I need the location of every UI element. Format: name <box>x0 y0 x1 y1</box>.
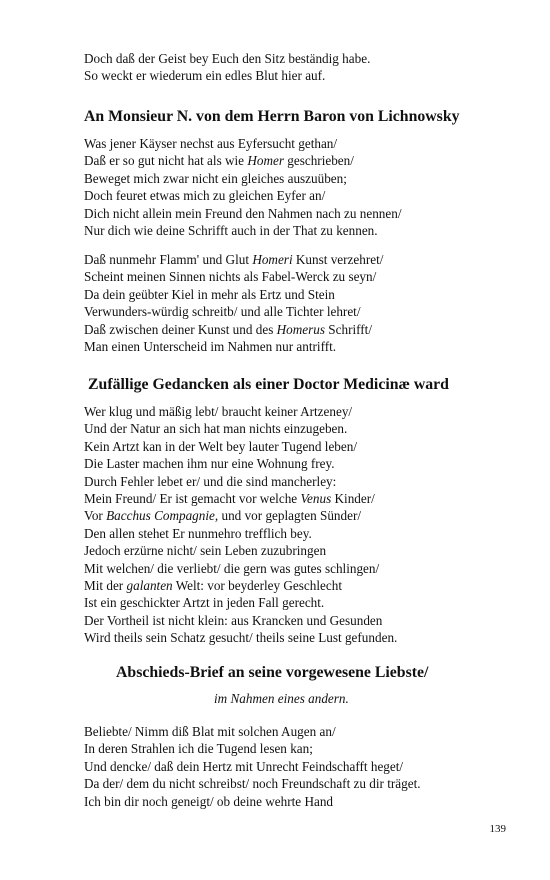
verse-line: Scheint meinen Sinnen nichts als Fabel-Werck zu seyn/ <box>84 269 377 285</box>
verse-line: Beweget mich zwar nicht ein gleiches auszuüben; <box>84 170 347 186</box>
top-lines <box>84 50 524 85</box>
poem-heading: An Monsieur N. von dem Herrn Baron von Lichnowsky <box>84 108 460 125</box>
verse-line: Und dencke/ daß dein Hertz mit Unrecht Feindschafft heget/ <box>84 758 404 774</box>
verse-line: Mit der galanten Welt: vor beyderley Geschlecht <box>84 578 342 594</box>
verse-line: Da der/ dem du nicht schreibst/ noch Freundschaft zu dir träget. <box>84 776 421 792</box>
poem-heading: Zufällige Gedancken als einer Doctor Medicinæ ward <box>88 376 449 393</box>
poem-stanza <box>84 403 524 647</box>
poem-subheading: im Nahmen eines andern. <box>214 691 349 706</box>
verse-line: Doch daß der Geist bey Euch den Sitz beständig habe. <box>84 51 371 66</box>
italic-name: Venus <box>300 491 332 507</box>
verse-line: Dich nicht allein mein Freund den Nahmen nach zu nennen/ <box>84 205 402 221</box>
verse-line: Jedoch erzürne nicht/ sein Leben zuzubringen <box>84 543 327 559</box>
verse-line: Ich bin dir noch geneigt/ ob deine wehrte Hand <box>84 793 334 809</box>
page-number: 139 <box>489 823 506 835</box>
verse-line: Verwunders-würdig schreitb/ und alle Tichter lehret/ <box>84 304 361 320</box>
verse-line: Da dein geübter Kiel in mehr als Ertz und Stein <box>84 286 335 302</box>
verse-line: Was jener Käyser nechst aus Eyfersucht gethan/ <box>84 136 338 151</box>
verse-line: Und der Natur an sich hat man nichts einzugeben. <box>84 421 348 437</box>
verse-line: Daß er so gut nicht hat als wie Homer geschrieben/ <box>84 153 354 169</box>
verse-line: Doch feuret etwas mich zu gleichen Eyfer an/ <box>84 188 326 204</box>
italic-name: Homeri <box>252 252 293 267</box>
verse-line: Wer klug und mäßig lebt/ braucht keiner Artzeney/ <box>84 404 353 419</box>
verse-line: So weckt er wiederum ein edles Blut hier auf. <box>84 68 326 84</box>
verse-line: Ist ein geschickter Artzt in jeden Fall gerecht. <box>84 595 325 611</box>
verse-line: Mein Freund/ Er ist gemacht vor welche Venus Kinder/ <box>84 491 375 507</box>
italic-name: galanten <box>126 578 173 594</box>
verse-line: Mit welchen/ die verliebt/ die gern was gutes schlingen/ <box>84 560 380 576</box>
poem-stanza <box>84 135 524 239</box>
italic-name: Bacchus Compagnie, <box>106 508 219 524</box>
verse-line: Beliebte/ Nimm diß Blat mit solchen Augen an/ <box>84 724 336 739</box>
poem-stanza <box>84 251 524 355</box>
verse-line: Den allen stehet Er nunmehro trefflich bey. <box>84 525 312 541</box>
verse-line: Vor Bacchus Compagnie, und vor geplagten Sünder/ <box>84 508 362 524</box>
verse-line: Wird theils sein Schatz gesucht/ theils seine Lust gefunden. <box>84 630 398 646</box>
verse-line: Durch Fehler lebet er/ und die sind mancherley: <box>84 473 337 489</box>
verse-line: In deren Strahlen ich die Tugend lesen kan; <box>84 741 313 757</box>
verse-line: Kein Artzt kan in der Welt bey lauter Tugend leben/ <box>84 438 358 454</box>
poem-heading: Abschieds-Brief an seine vorgewesene Liebste/ <box>116 664 429 681</box>
verse-line: Daß nunmehr Flamm' und Glut Homeri Kunst verzehret/ <box>84 252 384 267</box>
verse-line: Nur dich wie deine Schrifft auch in der That zu kennen. <box>84 223 378 239</box>
italic-name: Homerus <box>276 321 325 337</box>
verse-line: Daß zwischen deiner Kunst und des Homerus Schrifft/ <box>84 321 373 337</box>
verse-line: Der Vortheil ist nicht klein: aus Krancken und Gesunden <box>84 612 383 628</box>
italic-name: Homer <box>247 153 284 169</box>
verse-line: Man einen Unterscheid im Nahmen nur antrifft. <box>84 339 337 355</box>
poem-stanza <box>84 723 524 810</box>
verse-line: Die Laster machen ihm nur eine Wohnung frey. <box>84 456 335 472</box>
